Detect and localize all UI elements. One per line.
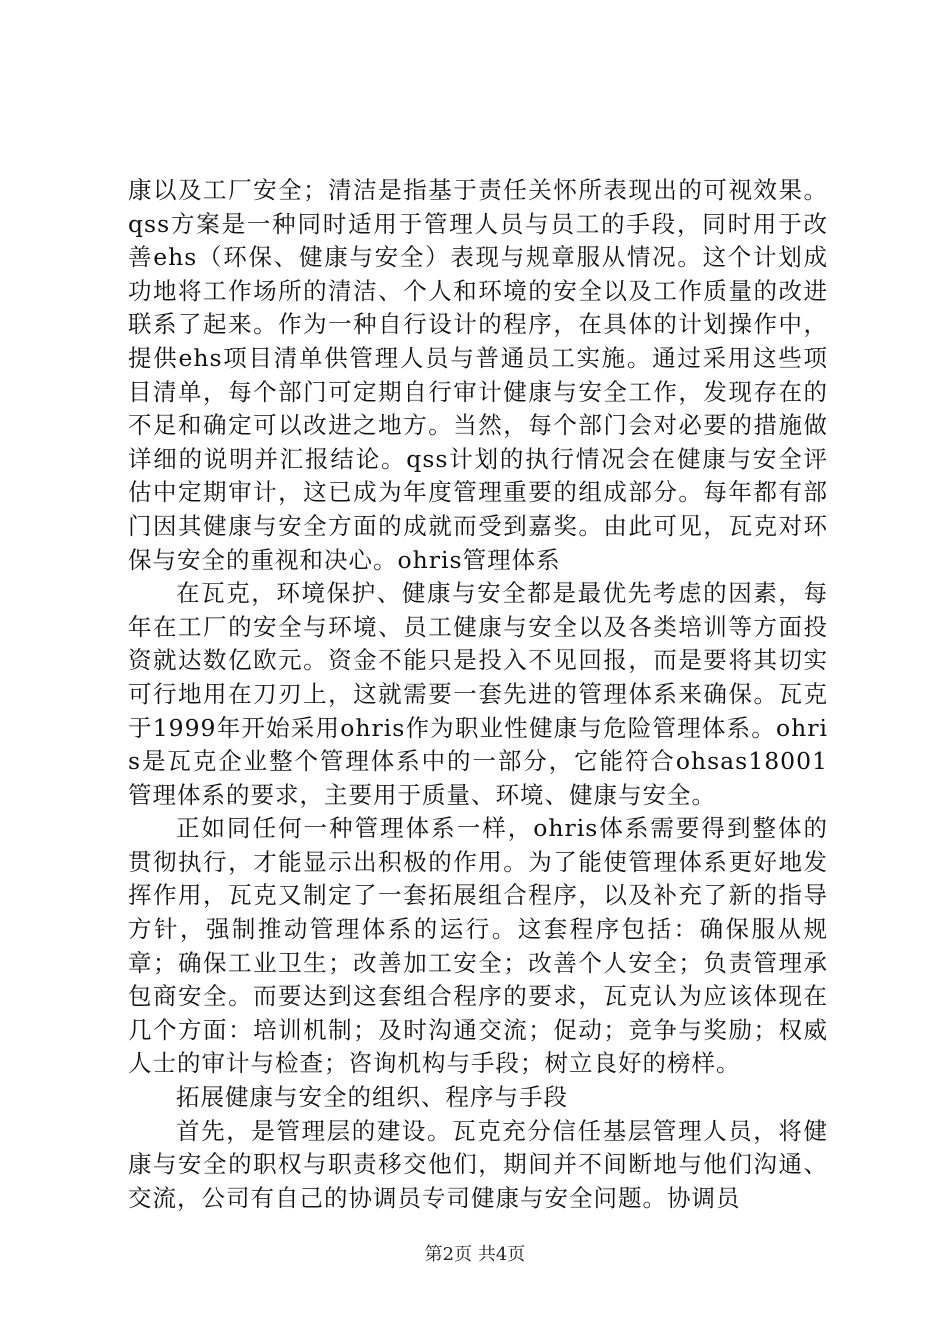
page-footer: 第2页 共4页 — [424, 1244, 526, 1265]
paragraph-management: 首先，是管理层的建设。瓦克充分信任基层管理人员，将健康与安全的职权与职责移交他们，期间并不间断地与他们沟通、交流，公司有自己的协调员专司健康与安全问题。协调员 — [128, 1116, 828, 1212]
paragraph-continuation: 康以及工厂安全；清洁是指基于责任关怀所表现出的可视效果。qss方案是一种同时适用于管理人员与员工的手段，同时用于改善ehs（环保、健康与安全）表现与规章服从情况。这个计划成功地将工作场所的清洁、个人和环境的安全以及工作质量的改进联系了起来。作为一种自行设计的程序，在具体的计划操作中，提供ehs项目清单供管理人员与普通员工实施。通过采用这些项目清单，每个部门可定期自行审计健康与安全工作，发现存在的不足和确定可以改进之地方。当然，每个部门会对必要的措施做详细的说明并汇报结论。qss计划的执行情况会在健康与安全评估中定期审计，这已成为年度管理重要的组成部分。每年都有部门因其健康与安全方面的成就而受到嘉奖。由此可见，瓦克对环保与安全的重视和决心。ohris管理体系 — [128, 176, 828, 574]
section-heading: 拓展健康与安全的组织、程序与手段 — [176, 1083, 568, 1112]
document-body — [128, 174, 828, 1215]
paragraph-ohris-intro: 在瓦克，环境保护、健康与安全都是最优先考虑的因素，每年在工厂的安全与环境、员工健康与安全以及各类培训等方面投资就达数亿欧元。资金不能只是投入不见回报，而是要将其切实可行地用在刀刃上，这就需要一套先进的管理体系来确保。瓦克于1999年开始采用ohris作为职业性健康与危险管理体系。ohris是瓦克企业整个管理体系中的一部分，它能符合ohsas18001管理体系的要求，主要用于质量、环境、健康与安全。 — [128, 579, 828, 809]
paragraph-ohris-implementation: 正如同任何一种管理体系一样，ohris体系需要得到整体的贯彻执行，才能显示出积极的作用。为了能使管理体系更好地发挥作用，瓦克又制定了一套拓展组合程序，以及补充了新的指导方针，强制推动管理体系的运行。这套程序包括：确保服从规章；确保工业卫生；改善加工安全；改善个人安全；负责管理承包商安全。而要达到这套组合程序的要求，瓦克认为应该体现在几个方面：培训机制；及时沟通交流；促动；竞争与奖励；权威人士的审计与检查；咨询机构与手段；树立良好的榜样。 — [128, 814, 828, 1078]
